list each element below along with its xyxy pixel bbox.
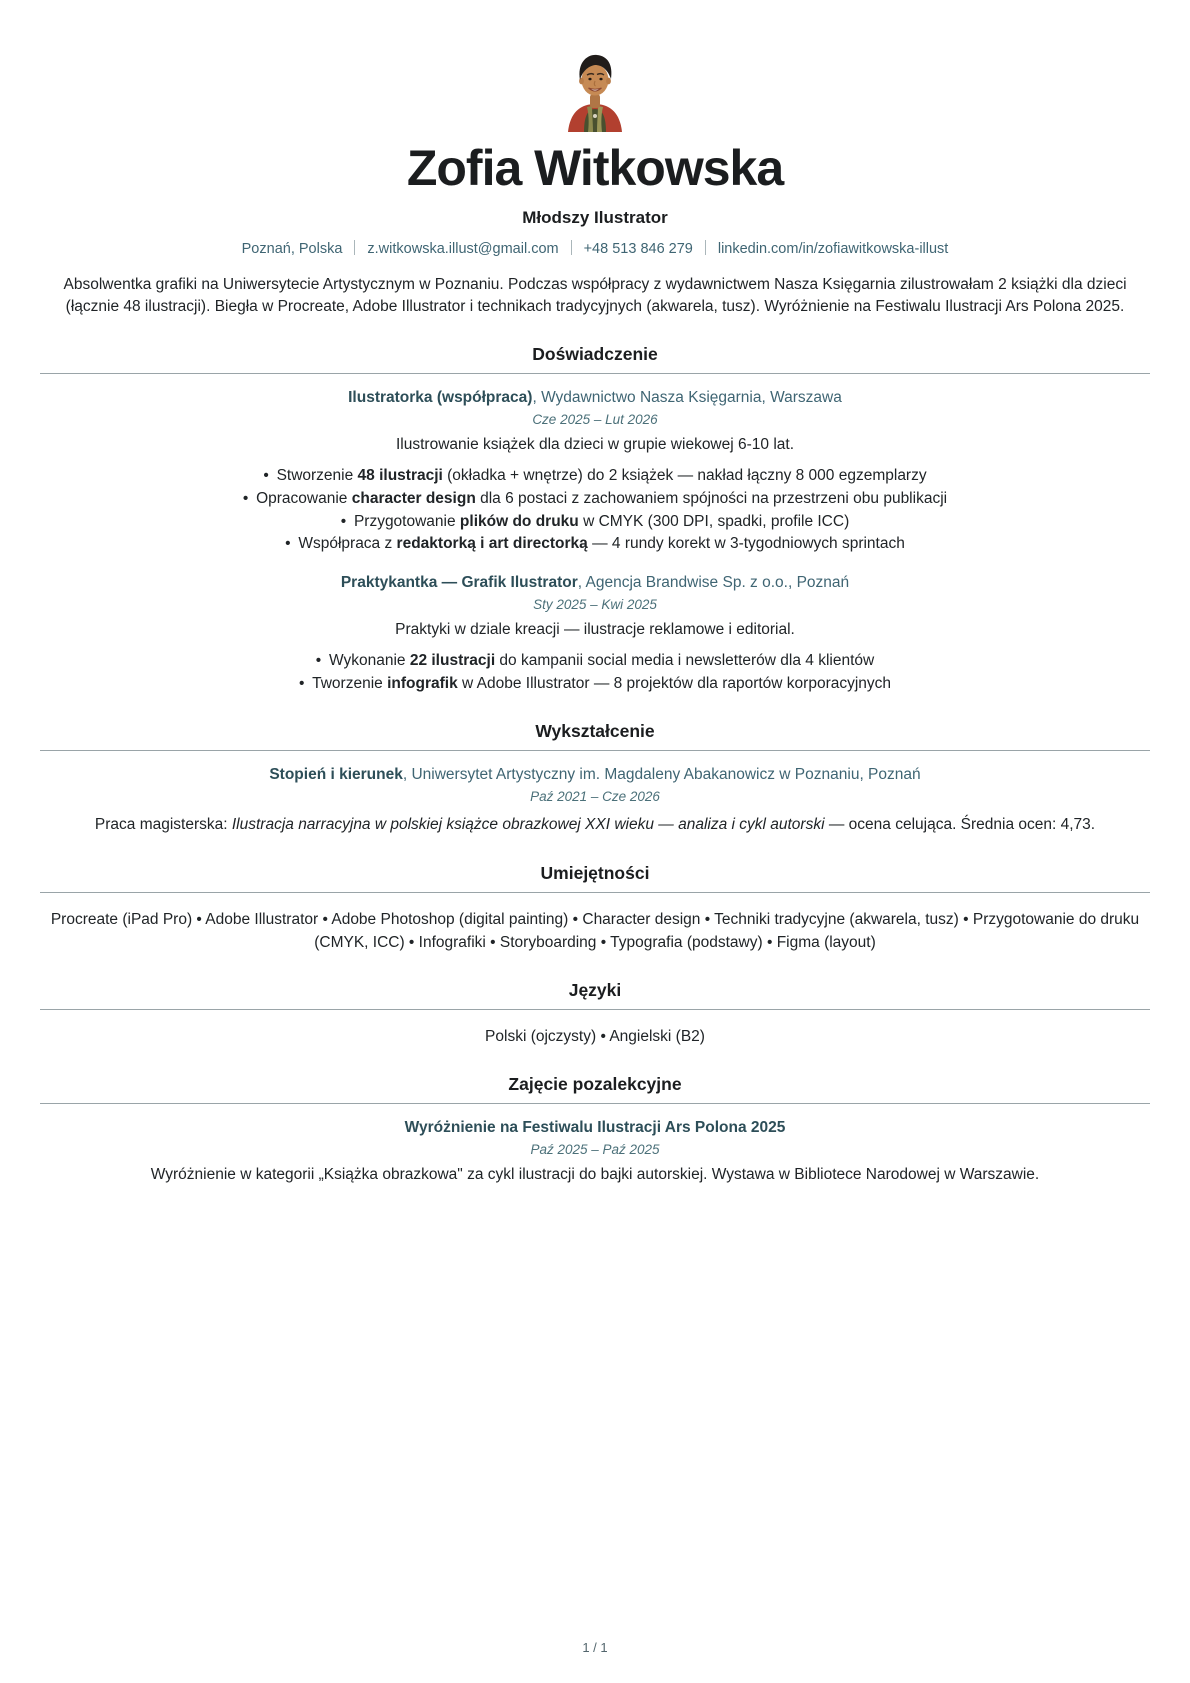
thesis-title: Ilustracja narracyjna w polskiej książce obrazkowej XXI wieku — analiza i cykl autorski [231, 816, 825, 834]
bullet-text: do kampanii social media i newsletterów dla 4 klientów [495, 651, 875, 669]
section-languages [40, 980, 1150, 1048]
job-title: Praktykantka — Grafik Ilustrator [340, 573, 578, 591]
job-org: , Wydawnictwo Nasza Księgarnia, Warszawa [532, 389, 842, 407]
bullet-text: dla 6 postaci z zachowaniem spójności na przestrzeni obu publikacji [475, 490, 948, 508]
section-rule [40, 1009, 1150, 1010]
bullet-text: Opracowanie [256, 490, 352, 508]
degree-title: Stopień i kierunek [269, 766, 403, 784]
section-heading-languages: Języki [568, 980, 622, 1001]
bullet-item [40, 673, 1150, 696]
section-rule [40, 892, 1150, 893]
award-title: Wyróżnienie na Festiwalu Ilustracji Ars Polona 2025 [404, 1119, 786, 1137]
award-description: Wyróżnienie w kategorii „Książka obrazkowa" za cykl ilustracji do bajki autorskiej. Wystawa w Bibliotece Narodowej w Warszawie. [150, 1166, 1040, 1184]
section-heading-extracurricular: Zajęcie pozalekcyjne [508, 1074, 682, 1095]
contact-location: Poznań, Polska [241, 240, 343, 257]
award-dates: Paź 2025 – Paź 2025 [530, 1142, 660, 1158]
section-extracurricular [40, 1074, 1150, 1184]
job-bullet-list [40, 650, 1150, 695]
section-heading-experience: Doświadczenie [532, 344, 658, 365]
section-heading-skills: Umiejętności [540, 862, 650, 883]
thesis-result: — ocena celująca. Średnia ocen: 4,73. [824, 816, 1096, 834]
degree-title-line [40, 766, 1150, 784]
section-experience [40, 344, 1150, 695]
bullet-bold: plików do druku [459, 512, 579, 530]
bullet-item [40, 511, 1150, 534]
job-description: Praktyki w dziale kreacji — ilustracje reklamowe i editorial. [395, 620, 795, 638]
section-skills [40, 863, 1150, 955]
bullet-bold: redaktorką i art directorką [396, 535, 588, 553]
award-title-line [40, 1119, 1150, 1137]
experience-entry [40, 389, 1150, 556]
candidate-name: Zofia Witkowska [406, 140, 784, 196]
bullet-item [40, 488, 1150, 511]
profile-photo-illustration [561, 50, 629, 132]
contact-line [40, 240, 1150, 257]
skills-list: Procreate (iPad Pro) • Adobe Illustrator • Adobe Photoshop (digital painting) • Character design • Techniki tradycyjne (akwarela, tusz) • Przygotowanie do druku (CMYK, ICC) • Infografiki • Storyboarding • Typografia (podstawy) • Figma (layout) [50, 910, 1140, 951]
thesis-label: Praca magisterska: [94, 816, 232, 834]
profile-photo [40, 50, 1150, 132]
school-name: , Uniwersytet Artystyczny im. Magdaleny Abakanowicz w Poznaniu, Poznań [402, 766, 921, 784]
thesis-line [40, 814, 1150, 836]
bullet-text: Tworzenie [312, 674, 388, 692]
bullet-item [40, 533, 1150, 556]
bullet-bold: infografik [387, 674, 458, 692]
job-title-line [40, 574, 1150, 592]
job-bullet-list [40, 465, 1150, 556]
summary-paragraph: Absolwentka grafiki na Uniwersytecie Artystycznym w Poznaniu. Podczas współpracy z wydawnictwem Nasza Księgarnia zilustrowałam 2 książki dla dzieci (łącznie 48 ilustracji). Biegła w Procreate, Adobe Illustrator i technikach tradycyjnych (akwarela, tusz). Wyróżnienie na Festiwalu Ilustracji Ars Polona 2025. [63, 275, 1127, 315]
candidate-title: Młodszy Ilustrator [522, 207, 668, 227]
section-education [40, 721, 1150, 836]
bullet-text: Wykonanie [328, 651, 410, 669]
bullet-bold: 22 ilustracji [409, 651, 496, 669]
contact-email[interactable]: z.witkowska.illust@gmail.com [367, 240, 559, 257]
section-rule [40, 750, 1150, 751]
section-heading-education: Wykształcenie [535, 721, 655, 742]
bullet-item [40, 650, 1150, 673]
bullet-text: — 4 rundy korekt w 3-tygodniowych sprintach [587, 535, 905, 553]
resume-header [40, 50, 1150, 257]
job-org: , Agencja Brandwise Sp. z o.o., Poznań [577, 573, 850, 591]
experience-entry [40, 574, 1150, 695]
section-rule [40, 373, 1150, 374]
job-title: Ilustratorka (współpraca) [348, 389, 533, 407]
award-entry [40, 1119, 1150, 1184]
job-description: Ilustrowanie książek dla dzieci w grupie wiekowej 6-10 lat. [395, 436, 795, 454]
section-rule [40, 1103, 1150, 1104]
bullet-item [40, 465, 1150, 488]
bullet-text: Współpraca z [298, 535, 397, 553]
job-title-line [40, 389, 1150, 407]
job-dates: Sty 2025 – Kwi 2025 [533, 596, 657, 612]
languages-list: Polski (ojczysty) • Angielski (B2) [485, 1028, 705, 1046]
education-entry [40, 766, 1150, 836]
bullet-bold: 48 ilustracji [357, 467, 443, 485]
page-indicator: 1 / 1 [582, 1640, 608, 1655]
education-dates: Paź 2021 – Cze 2026 [530, 789, 660, 805]
bullet-text: w CMYK (300 DPI, spadki, profile ICC) [578, 512, 850, 530]
contact-phone[interactable]: +48 513 846 279 [583, 240, 693, 257]
bullet-text: Przygotowanie [353, 512, 460, 530]
contact-linkedin[interactable]: linkedin.com/in/zofiawitkowska-illust [717, 240, 949, 257]
job-dates: Cze 2025 – Lut 2026 [532, 412, 658, 428]
bullet-text: w Adobe Illustrator — 8 projektów dla raportów korporacyjnych [457, 674, 892, 692]
bullet-text: Stworzenie [276, 467, 358, 485]
bullet-text: (okładka + wnętrze) do 2 książek — nakład łączny 8 000 egzemplarzy [442, 467, 927, 485]
bullet-bold: character design [351, 490, 476, 508]
